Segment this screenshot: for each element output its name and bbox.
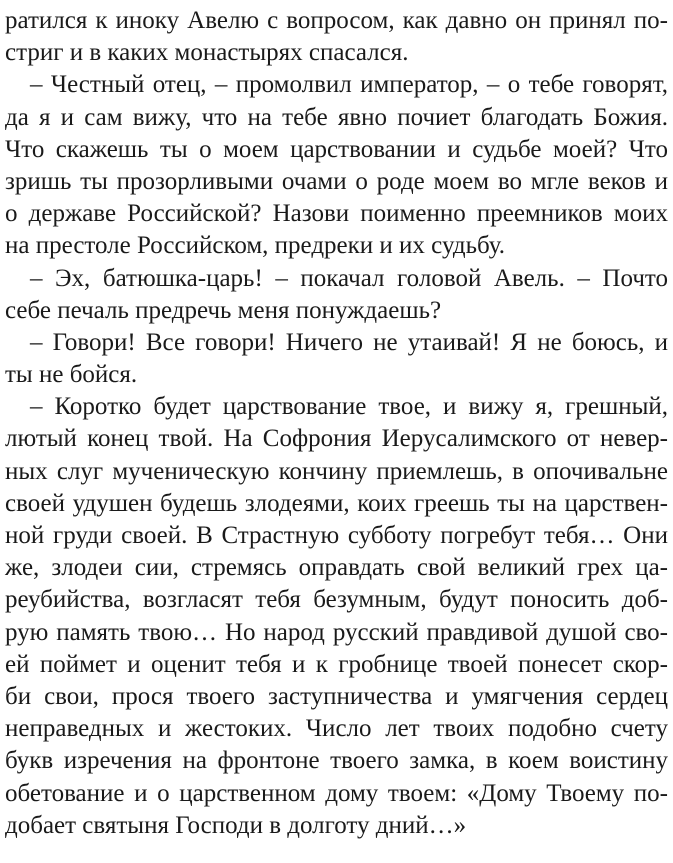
paragraph [5,69,668,262]
text-line: ратился к иноку Авелю с вопросом, как давно он принял по- [5,7,668,34]
text-line: би свои, прося твоего заступничества и умягчения сердец [5,682,668,710]
text-line: на престоле Российском, предреки и их судьбу. [5,232,505,260]
text-line: – Говори! Все говори! Ничего не утаивай! Я не боюсь, и [30,328,668,356]
text-line: себе печаль предречь меня понуждаешь? [5,296,442,324]
paragraph [5,391,668,842]
text-line: рую память твою… Но народ русский правдивой душой сво- [5,618,668,646]
text-line: – Эх, батюшка-царь! – покачал головой Авель. – Почто [30,264,668,292]
text-line: да я и сам вижу, что на тебе явно почиет благодать Божия. [5,103,668,131]
text-line: же, злодеи сии, стремясь оправдать свой великий грех ца- [5,554,668,582]
text-line: – Честный отец, – промолвил император, – о тебе говорят, [30,71,668,99]
text-line: лютый конец твой. На Софрония Иерусалимского от невер- [5,425,668,453]
text-line: своей удушен будешь злодеями, коих греешь ты на царствен- [5,489,668,517]
text-line: ной груди своей. В Страстную субботу погребут тебя… Они [5,522,668,549]
book-page [5,5,668,857]
text-line: – Коротко будет царствование твое, и вижу я, грешный, [30,393,668,421]
text-line: букв изречения на фронтоне твоего замка, в коем воистину [5,747,668,775]
paragraph [5,327,668,391]
text-line: добает святыня Господи в долготу дний…» [5,811,467,839]
text-line: зришь ты прозорливыми очами о роде моем во мгле веков и [5,167,668,195]
text-line: неправедных и жестоких. Число лет твоих подобно счету [5,715,668,743]
text-line: ных слуг мученическую кончину приемлешь, в опочивальне [5,457,668,485]
text-line: ей поймет и оценит тебя и к гробнице твоей понесет скор- [5,650,668,678]
text-line: о державе Российской? Назови поименно преемников моих [5,200,668,228]
text-line: Что скажешь ты о моем царствовании и судьбе моей? Что [5,135,668,163]
text-line: реубийства, возгласят тебя безумным, будут поносить доб- [5,586,668,614]
text-line: ты не бойся. [5,361,138,389]
paragraph [5,263,668,327]
text-line: стриг и в каких монастырях спасался. [5,39,409,67]
paragraph [5,5,668,69]
text-line: обетование и о царственном дому твоем: «Дому Твоему по- [5,779,668,807]
